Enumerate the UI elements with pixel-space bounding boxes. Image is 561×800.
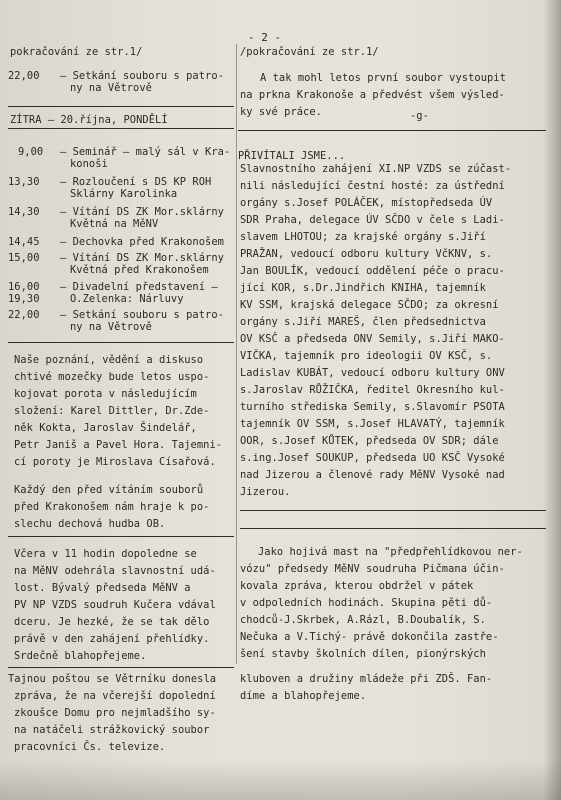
text-line: s.Jaroslav RŮŽIČKA, ředitel Okresního kul-: [240, 384, 505, 396]
schedule-text: – Vítání DS ZK Mor.sklárny: [60, 252, 224, 264]
schedule-time: 14,30: [8, 206, 40, 218]
schedule-text: Sklárny Karolinka: [70, 188, 178, 200]
text-line: orgány s.Jiří MAREŠ, člen předsednictva: [240, 316, 486, 328]
text-line: na MěNV odehrála slavnostní udá-: [14, 565, 216, 577]
text-line: slechu dechová hudba OB.: [14, 518, 166, 530]
text-line: chtivé mozečky bude letos uspo-: [14, 371, 210, 383]
text-line: Jako hojivá mast na "předpřehlídkovou ner-: [258, 546, 523, 558]
text-line: PRAŽAN, vedoucí odboru kultury VčKNV, s.: [240, 248, 493, 260]
text-line: v odpoledních hodinách. Skupina pěti dů-: [240, 597, 493, 609]
text-line: Tajnou poštou se Větrníku donesla: [8, 673, 217, 685]
section-divider: [8, 106, 234, 107]
schedule-time: 9,00: [18, 146, 44, 158]
text-line: Slavnostního zahájení XI.NP VZDS se zúčast-: [240, 163, 512, 175]
text-line: cí poroty je Miroslava Císařová.: [14, 456, 216, 468]
event-time: 22,00: [8, 70, 40, 82]
text-line: OV KSČ a předseda ONV Semily, s.Jiří MAKO-: [240, 333, 505, 345]
schedule-time: 13,30: [8, 176, 40, 188]
page-edge-shadow: [543, 0, 561, 800]
text-line: pracovníci Čs. televize.: [14, 741, 166, 753]
text-line: složení: Karel Dittler, Dr.Zde-: [14, 405, 210, 417]
schedule-text: Květná na MěNV: [70, 218, 159, 230]
text-line: díme a blahopřejeme.: [240, 690, 367, 702]
text-line: před Krakonošem nám hraje k po-: [14, 501, 210, 513]
text-line: KV SSM, krajská delegace SČDO; za okresní: [240, 299, 499, 311]
text-line: zkoušce Domu pro nejmladšího sy-: [14, 707, 216, 719]
schedule-time: 16,00: [8, 281, 40, 293]
text-line: A tak mohl letos první soubor vystoupit: [260, 72, 506, 84]
text-line: Ladislav KUBÁT, vedoucí odboru kultury ONV: [240, 367, 505, 379]
text-line: Každý den před vítáním souborů: [14, 484, 204, 496]
schedule-text: – Setkání souboru s patro-: [60, 309, 224, 321]
schedule-time: 15,00: [8, 252, 40, 264]
text-line: turního střediska Semily, s.Slavomír PSOTA: [240, 401, 505, 413]
text-line: něk Kokta, Jaroslav Šindelář,: [14, 422, 197, 434]
schedule-text: – Seminář – malý sál v Kra-: [60, 146, 231, 158]
text-line: chodců-J.Skrbek, A.Rázl, B.Doubalík, S.: [240, 614, 486, 626]
text-line: nili následující čestní hosté: za ústřední: [240, 180, 505, 192]
text-line: jící KOR, s.Dr.Jindřich KNIHA, tajemník: [240, 282, 486, 294]
text-line: kojovat porota v následujícím: [14, 388, 197, 400]
text-line: zpráva, že na včerejší dopolední: [14, 690, 216, 702]
schedule-text: – Rozloučení s DS KP ROH: [60, 176, 212, 188]
page-number: - 2 -: [248, 31, 282, 44]
section-divider: [240, 528, 546, 529]
section-divider: [8, 667, 234, 668]
schedule-text: O.Zelenka: Nárluvy: [70, 293, 184, 305]
text-line: na natáčeli strážkovický soubor: [14, 724, 210, 736]
schedule-text: ny na Větrově: [70, 321, 152, 333]
welcome-heading: PŘIVÍTALI JSME...: [238, 150, 346, 162]
text-line: Včera v 11 hodin dopoledne se: [14, 548, 197, 560]
schedule-text: – Vítání DS ZK Mor.sklárny: [60, 206, 224, 218]
schedule-time: 14,45: [8, 236, 40, 248]
section-divider: [8, 128, 234, 129]
text-line: OOR, s.Josef KŮTEK, předseda OV SDR; dále: [240, 435, 499, 447]
text-line: PV NP VZDS soudruh Kučera vdával: [14, 599, 216, 611]
text-line: Jan BOULÍK, vedoucí oddělení péče o pracu-: [240, 265, 505, 277]
text-line: SDR Praha, delegace ÚV SČDO v čele s Ladi-: [240, 214, 505, 226]
text-line: orgány s.Josef POLÁČEK, místopředseda ÚV: [240, 197, 493, 209]
text-line: kluboven a družiny mládeže při ZDŠ. Fan-: [240, 673, 493, 685]
tomorrow-heading: ZÍTRA – 20.října, PONDĚLÍ: [10, 114, 168, 126]
text-line: ky své práce.: [240, 106, 322, 118]
text-line: tajemník OV SSM, s.Josef HLAVATÝ, tajemník: [240, 418, 505, 430]
text-line: slavem LHOTOU; za krajské orgány s.Jiří: [240, 231, 486, 243]
text-line: Nečuka a V.Tichý- právě dokončila zastře-: [240, 631, 499, 643]
column-separator: [236, 44, 237, 664]
section-divider: [240, 510, 546, 511]
schedule-time: 19,30: [8, 293, 40, 305]
text-line: na prkna Krakonoše a předvést všem výsled-: [240, 89, 505, 101]
signature: -g-: [410, 110, 429, 122]
event-text-line: ny na Větrově: [70, 82, 152, 94]
text-line: vózu" předsedy MěNV soudruha Pičmana účin-: [240, 563, 505, 575]
schedule-text: konoši: [70, 158, 108, 170]
text-line: nad Jizerou a členové rady MěNV Vysoké nad: [240, 469, 505, 481]
text-line: Petr Janiš a Pavel Hora. Tajemni-: [14, 439, 223, 451]
text-line: dceru. Je hezké, že se tak dělo: [14, 616, 210, 628]
schedule-text: Květná před Krakonošem: [70, 264, 209, 276]
section-divider: [8, 342, 234, 343]
page-bottom-shadow: [0, 760, 561, 800]
section-divider: [8, 536, 234, 537]
text-line: lost. Bývalý předseda MěNV a: [14, 582, 191, 594]
text-line: VIČKA, tajemník pro ideologii OV KSČ, s.: [240, 350, 493, 362]
schedule-text: – Divadelní představení –: [60, 281, 218, 293]
text-line: s.ing.Josef SOUKUP, předseda UO KSČ Vysoké: [240, 452, 505, 464]
text-line: Jizerou.: [240, 486, 291, 498]
section-divider: [238, 130, 546, 131]
left-continuation-header: pokračování ze str.1/: [10, 46, 143, 58]
event-text-line: – Setkání souboru s patro-: [60, 70, 224, 82]
text-line: šení stavby školních dílen, pionýrských: [240, 648, 486, 660]
text-line: Naše poznání, vědění a diskuso: [14, 354, 204, 366]
text-line: právě v den zahájení přehlídky.: [14, 633, 210, 645]
text-line: kovala zpráva, kterou obdržel v pátek: [240, 580, 474, 592]
text-line: Srdečně blahopřejeme.: [14, 650, 147, 662]
right-continuation-header: /pokračování ze str.1/: [240, 46, 379, 58]
schedule-text: – Dechovka před Krakonošem: [60, 236, 224, 248]
schedule-time: 22,00: [8, 309, 40, 321]
